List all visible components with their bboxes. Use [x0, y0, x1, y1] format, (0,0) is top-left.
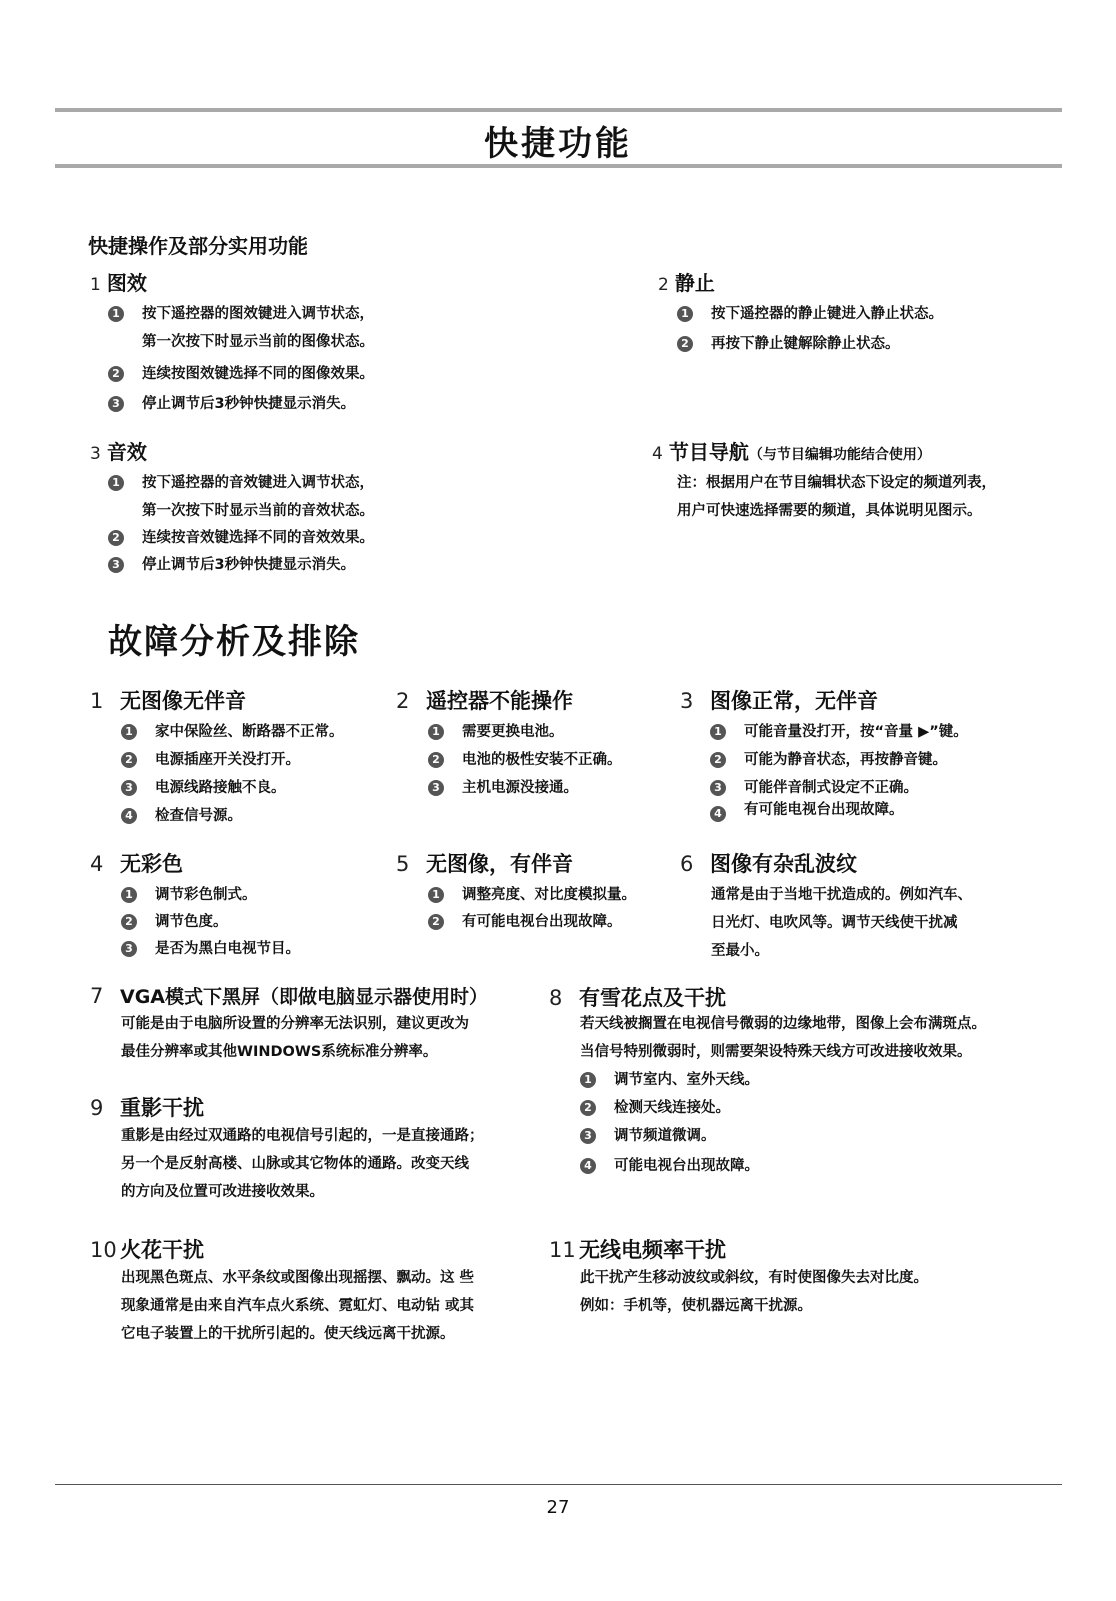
quick-section-4-number: 4 — [652, 444, 663, 464]
quick-section-1-title: 图效 — [106, 271, 147, 295]
trouble-4-item-3 — [121, 935, 300, 963]
quick-s1-item-2 — [108, 360, 374, 388]
quick-s2-item-2 — [677, 330, 900, 358]
trouble-1-heading — [90, 685, 246, 715]
quick-section-4-title: 节目导航 — [668, 440, 749, 464]
trouble-11-line-1: 此干扰产生移动波纹或斜纹，有时使图像失去对比度。 — [580, 1270, 928, 1286]
trouble-2-item-1 — [428, 718, 564, 746]
trouble-1-item-1 — [121, 718, 344, 746]
footer-rule — [55, 1484, 1062, 1485]
number-badge-2-icon: 2 — [121, 752, 137, 768]
number-badge-1-icon: 1 — [108, 306, 124, 322]
quick-s2-item-1-text: 按下遥控器的静止键进入静止状态。 — [711, 306, 943, 322]
quick-s3-item-1-line-1: 按下遥控器的音效键进入调节状态， — [142, 475, 374, 491]
number-badge-3-icon: 3 — [580, 1128, 596, 1144]
number-badge-3-icon: 3 — [121, 780, 137, 796]
trouble-1-title: 无图像无伴音 — [120, 689, 246, 713]
trouble-8-item-2 — [580, 1094, 730, 1122]
quick-s4-line-1: 注：根据用户在节目编辑状态下设定的频道列表， — [677, 475, 996, 491]
trouble-5-item-1-text: 调整亮度、对比度模拟量。 — [462, 887, 636, 903]
quick-s1-item-2-text: 连续按图效键选择不同的图像效果。 — [142, 366, 374, 382]
trouble-11-line-2: 例如：手机等，使机器远离干扰源。 — [580, 1298, 812, 1314]
trouble-5-title: 无图像，有伴音 — [426, 852, 573, 876]
trouble-7-heading — [90, 982, 488, 1009]
trouble-8-item-4 — [580, 1152, 759, 1180]
trouble-3-item-2-text: 可能为静音状态，再按静音键。 — [744, 752, 947, 768]
trouble-4-item-1 — [121, 881, 257, 909]
trouble-3-item-4 — [710, 796, 904, 824]
quick-s1-item-1-line-2: 第一次按下时显示当前的图像状态。 — [142, 334, 374, 350]
quick-s1-item-1-line-1: 按下遥控器的图效键进入调节状态， — [142, 306, 374, 322]
trouble-5-number: 5 — [396, 852, 410, 876]
number-badge-1-icon: 1 — [121, 887, 137, 903]
quick-section-3-title: 音效 — [106, 440, 147, 464]
trouble-7-line-1: 可能是由于电脑所设置的分辨率无法识别，建议更改为 — [121, 1016, 469, 1032]
quick-section-3-number: 3 — [90, 444, 101, 464]
trouble-4-item-2-text: 调节色度。 — [155, 914, 228, 930]
number-badge-2-icon: 2 — [677, 336, 693, 352]
trouble-11-number: 11 — [549, 1238, 576, 1262]
trouble-2-item-3-text: 主机电源没接通。 — [462, 780, 578, 796]
trouble-4-item-3-text: 是否为黑白电视节目。 — [155, 941, 300, 957]
quick-section-2-number: 2 — [658, 275, 669, 295]
trouble-4-number: 4 — [90, 852, 104, 876]
trouble-3-number: 3 — [680, 689, 694, 713]
quick-s3-item-1-line-2: 第一次按下时显示当前的音效状态。 — [142, 503, 374, 519]
quick-s3-item-2 — [108, 524, 374, 552]
number-badge-2-icon: 2 — [108, 530, 124, 546]
trouble-1-item-2-text: 电源插座开关没打开。 — [155, 752, 300, 768]
quick-s3-item-3-text: 停止调节后3秒钟快捷显示消失。 — [142, 557, 356, 573]
quick-section-2-title: 静止 — [674, 271, 715, 295]
trouble-9-line-3: 的方向及位置可改进接收效果。 — [121, 1184, 324, 1200]
header-top-rule — [55, 108, 1062, 112]
quick-section-3-heading — [90, 436, 147, 465]
number-badge-3-icon: 3 — [108, 557, 124, 573]
quick-s3-item-2-text: 连续按音效键选择不同的音效效果。 — [142, 530, 374, 546]
trouble-3-item-1 — [710, 718, 968, 746]
quick-s3-item-3 — [108, 551, 355, 579]
trouble-4-item-1-text: 调节彩色制式。 — [155, 887, 257, 903]
trouble-6-line-2: 日光灯、电吹风等。调节天线使干扰减 — [711, 915, 958, 931]
number-badge-1-icon: 1 — [710, 724, 726, 740]
number-badge-2-icon: 2 — [428, 752, 444, 768]
trouble-1-item-4-text: 检查信号源。 — [155, 808, 242, 824]
number-badge-4-icon: 4 — [121, 808, 137, 824]
quick-s2-item-1 — [677, 300, 943, 328]
quick-subtitle: 快捷操作及部分实用功能 — [88, 234, 308, 258]
trouble-5-item-1 — [428, 881, 636, 909]
number-badge-2-icon: 2 — [580, 1100, 596, 1116]
trouble-1-item-4 — [121, 802, 242, 830]
number-badge-3-icon: 3 — [710, 780, 726, 796]
number-badge-2-icon: 2 — [428, 914, 444, 930]
trouble-9-text — [121, 1122, 484, 1206]
trouble-3-item-4-text: 有可能电视台出现故障。 — [744, 802, 904, 818]
trouble-8-line-1: 若天线被搁置在电视信号微弱的边缘地带，图像上会布满斑点。 — [580, 1016, 986, 1032]
trouble-2-item-2-text: 电池的极性安装不正确。 — [462, 752, 622, 768]
trouble-10-number: 10 — [90, 1238, 117, 1262]
trouble-9-line-2: 另一个是反射高楼、山脉或其它物体的通路。改变天线 — [121, 1156, 469, 1172]
trouble-8-item-2-text: 检测天线连接处。 — [614, 1100, 730, 1116]
trouble-5-heading — [396, 848, 573, 878]
trouble-3-item-2 — [710, 746, 947, 774]
trouble-10-text — [121, 1264, 474, 1348]
trouble-6-heading — [680, 848, 857, 878]
trouble-11-text — [580, 1264, 928, 1320]
quick-s4-line-2: 用户可快速选择需要的频道，具体说明见图示。 — [677, 503, 982, 519]
trouble-9-number: 9 — [90, 1096, 104, 1120]
trouble-3-heading — [680, 685, 878, 715]
trouble-2-title: 遥控器不能操作 — [426, 689, 573, 713]
trouble-8-item-4-text: 可能电视台出现故障。 — [614, 1158, 759, 1174]
number-badge-2-icon: 2 — [108, 366, 124, 382]
trouble-8-item-1-text: 调节室内、室外天线。 — [614, 1072, 759, 1088]
trouble-9-line-1: 重影是由经过双通路的电视信号引起的，一是直接通路； — [121, 1128, 484, 1144]
trouble-9-title: 重影干扰 — [120, 1096, 204, 1120]
trouble-11-title: 无线电频率干扰 — [579, 1238, 726, 1262]
trouble-9-heading — [90, 1092, 204, 1122]
quick-s2-item-2-text: 再按下静止键解除静止状态。 — [711, 336, 900, 352]
trouble-5-item-2-text: 有可能电视台出现故障。 — [462, 914, 622, 930]
page-title: 快捷功能 — [484, 124, 632, 164]
trouble-10-title: 火花干扰 — [120, 1238, 204, 1262]
trouble-10-line-1: 出现黑色斑点、水平条纹或图像出现摇摆、飘动。这 些 — [121, 1270, 475, 1286]
number-badge-2-icon: 2 — [710, 752, 726, 768]
number-badge-2-icon: 2 — [121, 914, 137, 930]
quick-s1-item-1 — [108, 300, 374, 356]
number-badge-1-icon: 1 — [108, 475, 124, 491]
trouble-7-number: 7 — [90, 984, 104, 1008]
quick-s1-item-3 — [108, 390, 355, 418]
trouble-6-title: 图像有杂乱波纹 — [710, 852, 857, 876]
trouble-2-item-2 — [428, 746, 622, 774]
number-badge-4-icon: 4 — [580, 1158, 596, 1174]
number-badge-1-icon: 1 — [428, 724, 444, 740]
trouble-11-heading — [549, 1234, 726, 1264]
trouble-1-item-3 — [121, 774, 286, 802]
quick-section-1-number: 1 — [90, 275, 101, 295]
trouble-5-item-2 — [428, 908, 622, 936]
trouble-6-text — [711, 881, 972, 965]
trouble-10-line-2: 现象通常是由来自汽车点火系统、霓虹灯、电动钻 或其 — [121, 1298, 475, 1314]
trouble-6-line-1: 通常是由于当地干扰造成的。例如汽车、 — [711, 887, 972, 903]
trouble-3-item-3-text: 可能伴音制式设定不正确。 — [744, 780, 918, 796]
trouble-10-line-3: 它电子装置上的干扰所引起的。使天线远离干扰源。 — [121, 1326, 455, 1342]
trouble-1-number: 1 — [90, 689, 104, 713]
trouble-6-line-3: 至最小。 — [711, 943, 769, 959]
trouble-8-line-2: 当信号特别微弱时，则需要架设特殊天线方可改进接收效果。 — [580, 1044, 972, 1060]
trouble-3-item-1-text: 可能音量没打开，按“音量 ▶”键。 — [744, 724, 968, 740]
trouble-2-item-3 — [428, 774, 578, 802]
trouble-8-text — [580, 1010, 986, 1066]
trouble-3-title: 图像正常，无伴音 — [710, 689, 878, 713]
header-bottom-rule — [55, 164, 1062, 168]
trouble-7-line-2: 最佳分辨率或其他WINDOWS系统标准分辨率。 — [121, 1044, 438, 1060]
number-badge-3-icon: 3 — [108, 396, 124, 412]
trouble-8-item-1 — [580, 1066, 759, 1094]
number-badge-1-icon: 1 — [428, 887, 444, 903]
trouble-4-item-2 — [121, 908, 228, 936]
trouble-8-item-3-text: 调节频道微调。 — [614, 1128, 716, 1144]
trouble-8-number: 8 — [549, 986, 563, 1010]
trouble-1-item-3-text: 电源线路接触不良。 — [155, 780, 286, 796]
trouble-4-title: 无彩色 — [120, 852, 183, 876]
trouble-10-heading — [90, 1234, 204, 1264]
quick-section-4-note: （与节目编辑功能结合使用） — [748, 447, 931, 463]
quick-section-2-heading — [658, 267, 715, 296]
trouble-4-heading — [90, 848, 183, 878]
trouble-8-heading — [549, 982, 726, 1012]
trouble-7-text — [121, 1010, 469, 1066]
number-badge-1-icon: 1 — [121, 724, 137, 740]
trouble-8-title: 有雪花点及干扰 — [579, 986, 726, 1010]
quick-section-1-heading — [90, 267, 147, 296]
page-number: 27 — [546, 1497, 570, 1518]
quick-section-4-heading — [652, 436, 931, 465]
trouble-2-heading — [396, 685, 573, 715]
number-badge-4-icon: 4 — [710, 806, 726, 822]
quick-s3-item-1 — [108, 469, 374, 525]
quick-s4-text — [677, 469, 996, 525]
number-badge-3-icon: 3 — [428, 780, 444, 796]
quick-s1-item-3-text: 停止调节后3秒钟快捷显示消失。 — [142, 396, 356, 412]
trouble-2-number: 2 — [396, 689, 410, 713]
trouble-2-item-1-text: 需要更换电池。 — [462, 724, 564, 740]
trouble-8-item-3 — [580, 1122, 716, 1150]
trouble-1-item-1-text: 家中保险丝、断路器不正常。 — [155, 724, 344, 740]
trouble-6-number: 6 — [680, 852, 694, 876]
number-badge-3-icon: 3 — [121, 941, 137, 957]
number-badge-1-icon: 1 — [677, 306, 693, 322]
troubleshooting-title: 故障分析及排除 — [108, 622, 360, 662]
trouble-7-title: VGA模式下黑屏（即做电脑显示器使用时） — [120, 986, 489, 1008]
number-badge-1-icon: 1 — [580, 1072, 596, 1088]
trouble-1-item-2 — [121, 746, 300, 774]
